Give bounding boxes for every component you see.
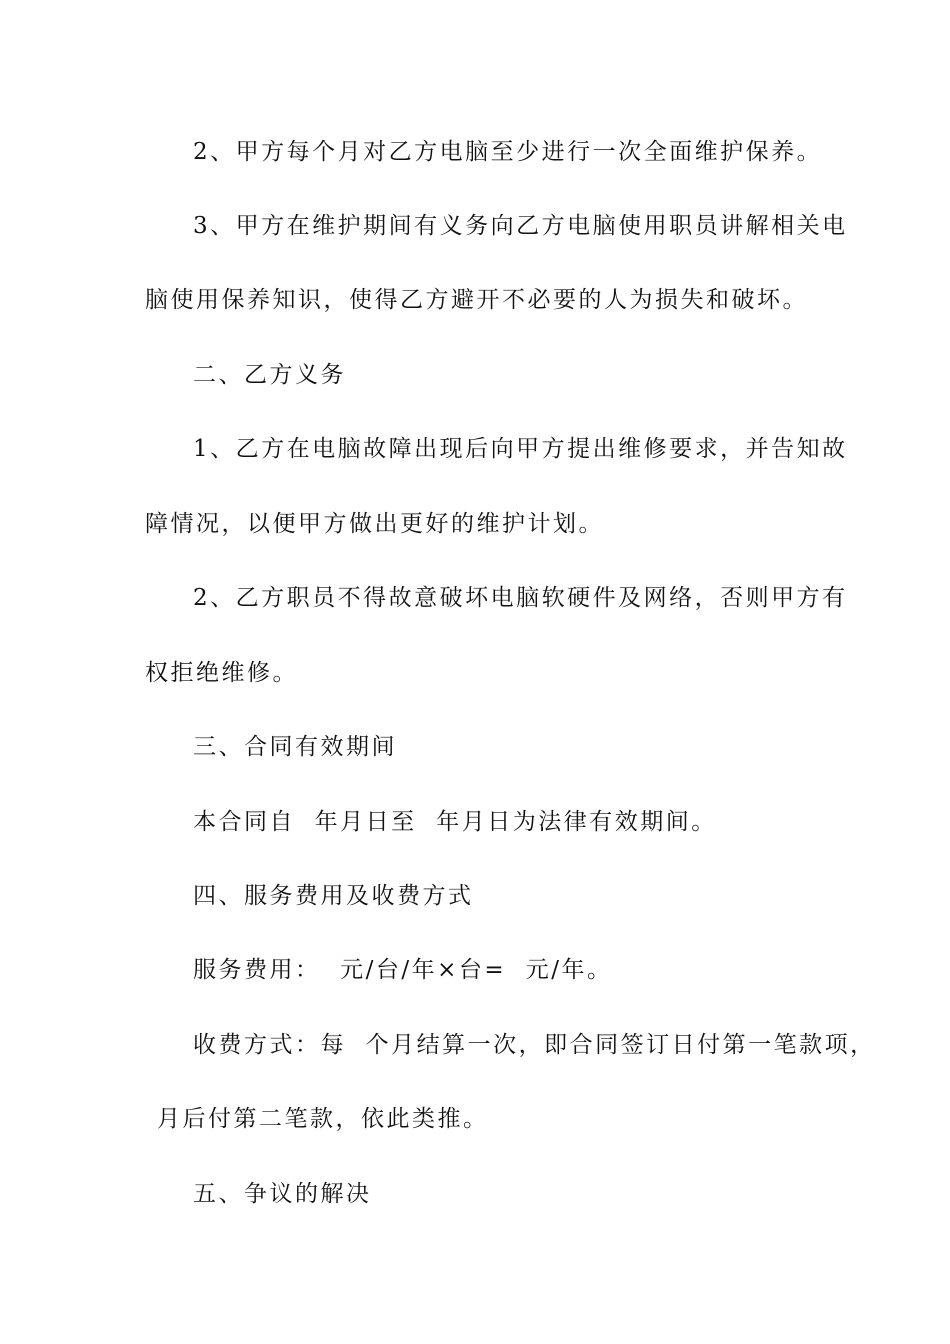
clause-payment-method: 收费方式：每 个月结算一次，即合同签订日付第一笔款项，	[193, 1032, 876, 1058]
section-heading-party-b: 二、乙方义务	[193, 362, 346, 388]
section-heading-disputes: 五、争议的解决	[193, 1181, 372, 1207]
clause-party-a-2: 2、甲方每个月对乙方电脑至少进行一次全面维护保养。	[193, 139, 823, 165]
clause-party-b-1-cont: 障情况，以便甲方做出更好的维护计划。	[145, 511, 604, 537]
clause-term: 本合同自 年月日至 年月日为法律有效期间。	[193, 809, 717, 835]
clause-payment-method-cont: 月后付第二笔款，依此类推。	[157, 1106, 489, 1132]
clause-party-b-2-cont: 权拒绝维修。	[145, 660, 298, 686]
section-heading-term: 三、合同有效期间	[193, 734, 397, 760]
clause-fee-amount: 服务费用： 元/台/年×台= 元/年。	[193, 957, 613, 983]
clause-party-b-2: 2、乙方职员不得故意破坏电脑软硬件及网络，否则甲方有	[193, 585, 848, 611]
clause-party-a-3-cont: 脑使用保养知识，使得乙方避开不必要的人为损失和破坏。	[145, 287, 808, 313]
clause-party-b-1: 1、乙方在电脑故障出现后向甲方提出维修要求，并告知故	[193, 436, 848, 462]
clause-party-a-3: 3、甲方在维护期间有义务向乙方电脑使用职员讲解相关电	[193, 213, 848, 239]
section-heading-fees: 四、服务费用及收费方式	[193, 883, 474, 909]
